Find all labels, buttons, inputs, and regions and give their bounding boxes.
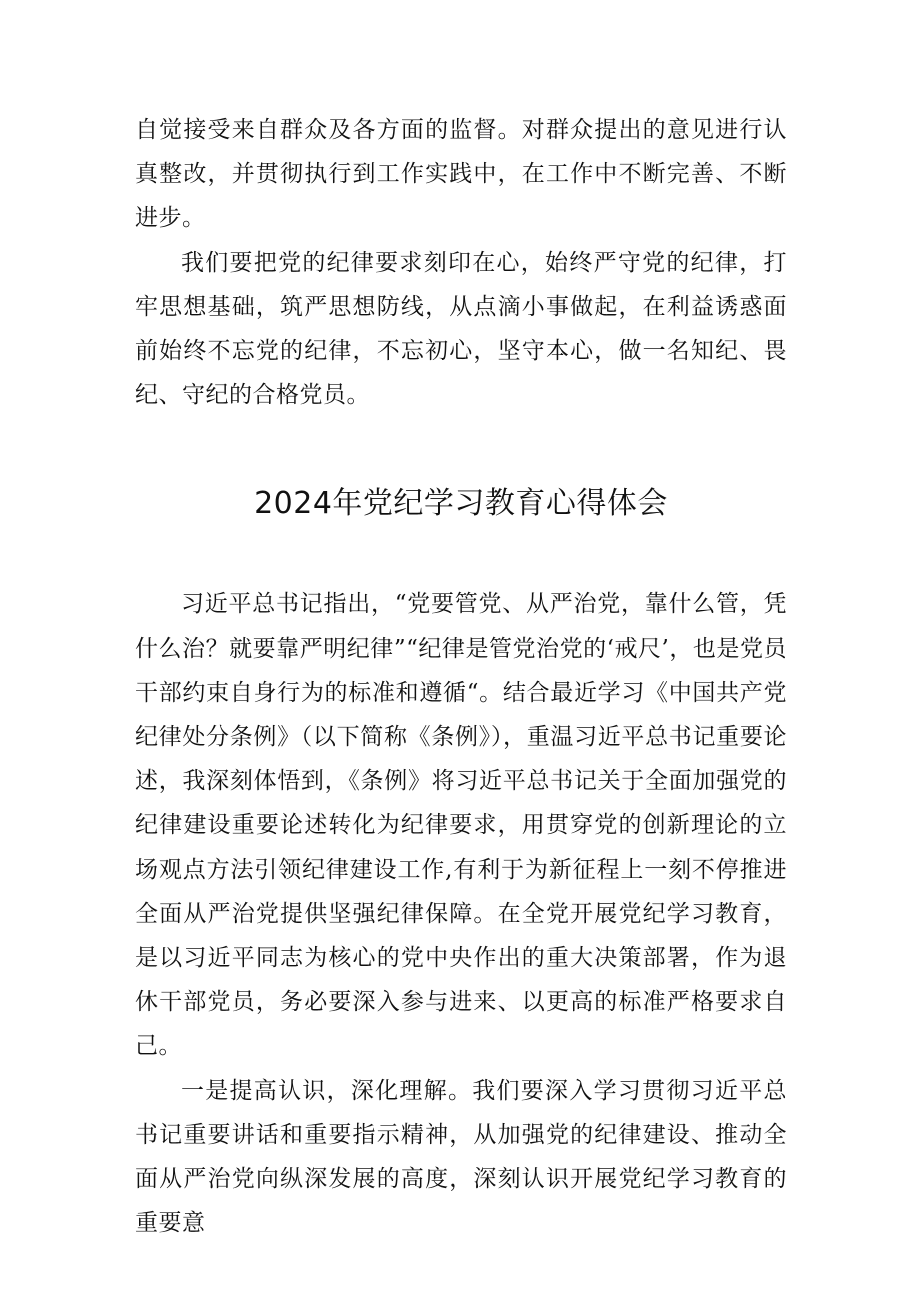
continued-paragraph: 自觉接受来自群众及各方面的监督。对群众提出的意见进行认真整改，并贯彻执行到工作实践中，在工作中不断完善、不断进步。 xyxy=(135,117,787,232)
document-title: 2024年党纪学习教育心得体会 xyxy=(254,486,668,522)
closing-paragraph: 我们要把党的纪律要求刻印在心，始终严守党的纪律，打牢思想基础，筑严思想防线，从点滴小事做起，在利益诱惑面前始终不忘党的纪律，不忘初心，坚守本心，做一名知纪、畏纪、守纪的合格党员。 xyxy=(135,249,787,409)
body-paragraph-2: 一是提高认识，深化理解。我们要深入学习贯彻习近平总书记重要讲话和重要指示精神，从加强党的纪律建设、推动全面从严治党向纵深发展的高度，深刻认识开展党纪学习教育的重要意 xyxy=(135,1077,787,1237)
body-paragraph-1: 习近平总书记指出，“党要管党、从严治党，靠什么管，凭什么治？就要靠严明纪律”“纪律是管党治党的‘戒尺’，也是党员干部约束自身行为的标准和遵循“。结合最近学习《中国共产党纪律处分条例》（以下简称《条例》），重温习近平总书记重要论述，我深刻体悟到，《条例》将习近平总书记关于全面加强党的纪律建设重要论述转化为纪律要求，用贯穿党的创新理论的立场观点方法引领纪律建设工作,有利于为新征程上一刻不停推进全面从严治党提供坚强纪律保障。在全党开展党纪学习教育，是以习近平同志为核心的党中央作出的重大决策部署，作为退休干部党员，务必要深入参与进来、以更高的标准严格要求自己。 xyxy=(135,591,787,1060)
document-page xyxy=(135,108,787,1245)
